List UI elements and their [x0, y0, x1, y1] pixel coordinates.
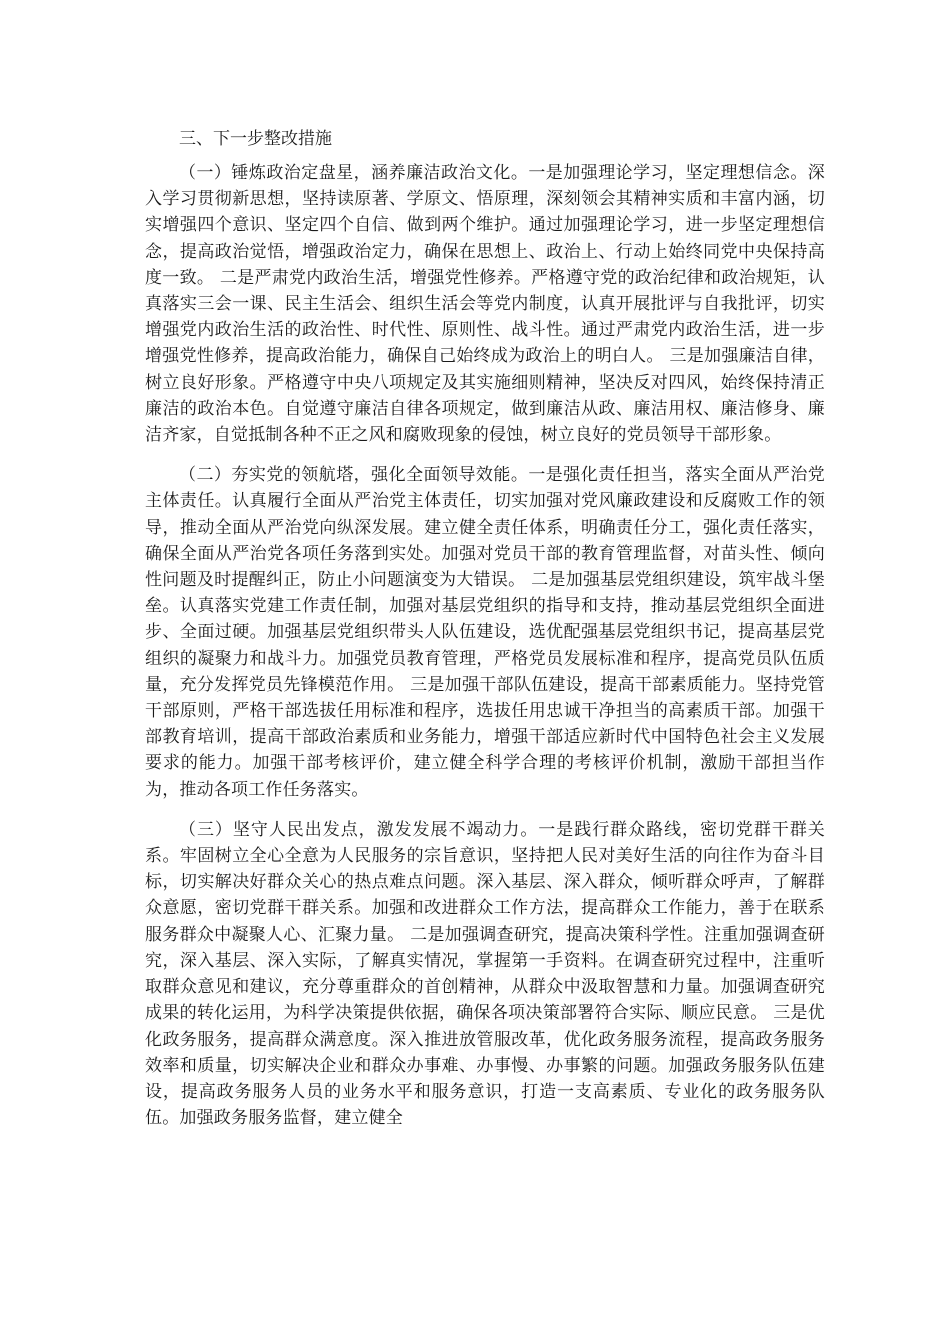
paragraph-1: （一）锤炼政治定盘星，涵养廉洁政治文化。一是加强理论学习，坚定理想信念。深入学习贯彻新思想，坚持读原著、学原文、悟原理，深刻领会其精神实质和丰富内涵，切实增强四个意识、坚定四个自信、做到两个维护。通过加强理论学习，进一步坚定理想信念，提高政治觉悟，增强政治定力，确保在思想上、政治上、行动上始终同党中央保持高度一致。 二是严肃党内政治生活，增强党性修养。严格遵守党的政治纪律和政治规矩，认真落实三会一课、民主生活会、组织生活会等党内制度，认真开展批评与自我批评，切实增强党内政治生活的政治性、时代性、原则性、战斗性。通过严肃党内政治生活，进一步增强党性修养，提高政治能力，确保自己始终成为政治上的明白人。 三是加强廉洁自律，树立良好形象。严格遵守中央八项规定及其实施细则精神，坚决反对四风，始终保持清正廉洁的政治本色。自觉遵守廉洁自律各项规定，做到廉洁从政、廉洁用权、廉洁修身、廉洁齐家，自觉抵制各种不正之风和腐败现象的侵蚀，树立良好的党员领导干部形象。: [145, 163, 825, 446]
paragraph-2: （二）夯实党的领航塔，强化全面领导效能。一是强化责任担当，落实全面从严治党主体责任。认真履行全面从严治党主体责任，切实加强对党风廉政建设和反腐败工作的领导，推动全面从严治党向纵深发展。建立健全责任体系，明确责任分工，强化责任落实，确保全面从严治党各项任务落到实处。加强对党员干部的教育管理监督，对苗头性、倾向性问题及时提醒纠正，防止小问题演变为大错误。 二是加强基层党组织建设，筑牢战斗堡垒。认真落实党建工作责任制，加强对基层党组织的指导和支持，推动基层党组织全面进步、全面过硬。加强基层党组织带头人队伍建设，选优配强基层党组织书记，提高基层党组织的凝聚力和战斗力。加强党员教育管理，严格党员发展标准和程序，提高党员队伍质量，充分发挥党员先锋模范作用。 三是加强干部队伍建设，提高干部素质能力。坚持党管干部原则，严格干部选拔任用标准和程序，选拔任用忠诚干净担当的高素质干部。加强干部教育培训，提高干部政治素质和业务能力，增强干部适应新时代中国特色社会主义发展要求的能力。加强干部考核评价，建立健全科学合理的考核评价机制，激励干部担当作为，推动各项工作任务落实。: [145, 465, 825, 800]
document-page: [145, 120, 825, 1145]
paragraph-3: （三）坚守人民出发点，激发发展不竭动力。一是践行群众路线，密切党群干群关系。牢固树立全心全意为人民服务的宗旨意识，坚持把人民对美好生活的向往作为奋斗目标，切实解决好群众关心的热点难点问题。深入基层、深入群众，倾听群众呼声，了解群众意愿，密切党群干群关系。加强和改进群众工作方法，提高群众工作能力，善于在联系服务群众中凝聚人心、汇聚力量。 二是加强调查研究，提高决策科学性。注重加强调查研究，深入基层、深入实际，了解真实情况，掌握第一手资料。在调查研究过程中，注重听取群众意见和建议，充分尊重群众的首创精神，从群众中汲取智慧和力量。加强调查研究成果的转化运用，为科学决策提供依据，确保各项决策部署符合实际、顺应民意。 三是优化政务服务，提高群众满意度。深入推进放管服改革，优化政务服务流程，提高政务服务效率和质量，切实解决企业和群众办事难、办事慢、办事繁的问题。加强政务服务队伍建设，提高政务服务人员的业务水平和服务意识，打造一支高素质、专业化的政务服务队伍。加强政务服务监督，建立健全: [145, 819, 825, 1129]
section-heading: 三、下一步整改措施: [179, 129, 332, 149]
